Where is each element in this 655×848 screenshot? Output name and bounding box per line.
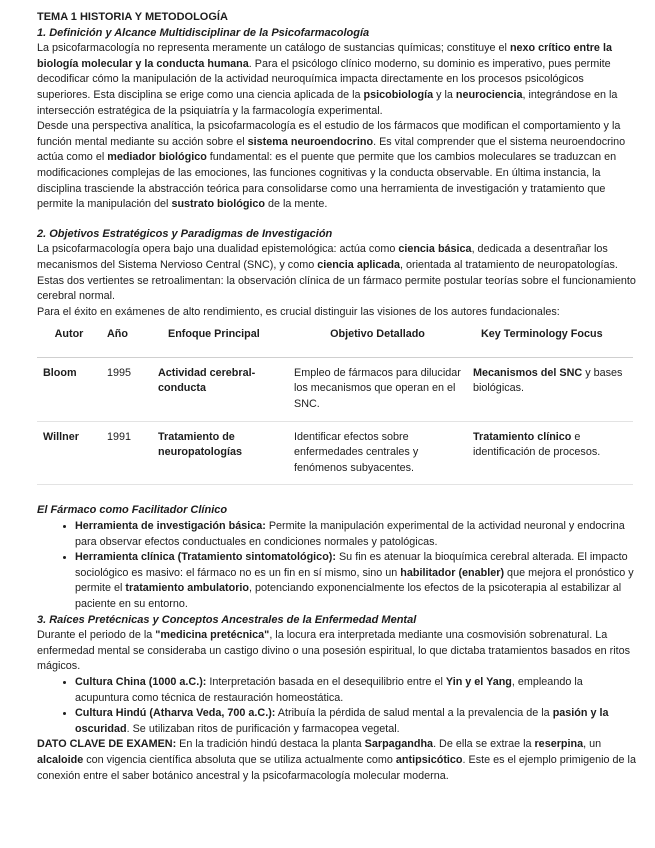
exam-key-fact: DATO CLAVE DE EXAMEN: En la tradición hindú destaca la planta Sarpagandha. De ella se extrae la reserpina, un alcaloide con vigencia científica absoluta que se utiliza actualmente como antipsicótico. Este es el ejemplo primigenio de la conexión entre el saber botánico ancestral y la psicofarmacología molecular moderna. xyxy=(37,738,636,782)
section-1-paragraph-2: Desde una perspectiva analítica, la psicofarmacología es el estudio de los fármacos que modifican el comportamiento y la función mental mediante su acción sobre el sistema neuroendocrino. Es vital comprender que el sistema neuroendocrino actúa como el mediador biológico fundamental: es el puente que permite que los cambios moleculares se traduzcan en modificaciones complejas de las emociones, las funciones cognitivas y la conducta observable. En última instancia, la disciplina trasciende la abstracción teórica para consolidarse como una herramienta de investigación y tratamiento que permite la manipulación del sustrato biológico de la mente. xyxy=(37,120,626,211)
list-item: • Herramienta clínica (Tratamiento sintomatológico): Su fin es atenuar la bioquímica cerebral alterada. El impacto sociológico es masivo: el fármaco no es un fin en sí mismo, sino un habilitador (enabler) que mejora el pronóstico y permite el tratamiento ambulatorio, potenciando exponencialmente los efectos de la psicoterapia al estabilizar al paciente en su entorno. xyxy=(75,550,637,612)
column-header-enfoque: Enfoque Principal xyxy=(152,323,288,357)
column-header-anio: Año xyxy=(101,323,152,357)
section-3-heading: 3. Raíces Pretécnicas y Conceptos Ancestrales de la Enfermedad Mental xyxy=(37,613,417,626)
cell-objetivo: Identificar efectos sobre enfermedades centrales y fenómenos subyacentes. xyxy=(288,421,467,485)
column-header-key: Key Terminology Focus xyxy=(467,323,633,357)
cultures-list xyxy=(37,675,637,737)
table-header-row xyxy=(37,323,633,357)
column-header-objetivo: Objetivo Detallado xyxy=(288,323,467,357)
cell-enfoque: Actividad cerebral-conducta xyxy=(152,357,288,421)
section-2-heading: 2. Objetivos Estratégicos y Paradigmas de Investigación xyxy=(37,227,333,240)
cell-enfoque: Tratamiento de neuropatologías xyxy=(152,421,288,485)
farmaco-list xyxy=(37,519,637,613)
list-item: • Herramienta de investigación básica: Permite la manipulación experimental de la actividad neuronal y endocrina para observar efectos conductuales en condiciones normales y patológicas. xyxy=(75,519,637,550)
cell-anio: 1995 xyxy=(101,357,152,421)
section-3-paragraph-1: Durante el periodo de la "medicina pretécnica", la locura era interpretada mediante una cosmovisión sobrenatural. La enfermedad mental se consideraba un castigo divino o una posesión espiritual, lo que dictaba tratamientos basados en ritos mágicos. xyxy=(37,629,630,673)
document-title: TEMA 1 HISTORIA Y METODOLOGÍA xyxy=(37,11,228,23)
cell-anio: 1991 xyxy=(101,421,152,485)
authors-table xyxy=(37,323,633,485)
table-row xyxy=(37,357,633,421)
cell-key: Tratamiento clínico e identificación de procesos. xyxy=(467,421,633,485)
section-1-heading: 1. Definición y Alcance Multidisciplinar de la Psicofarmacología xyxy=(37,26,370,39)
spacer xyxy=(37,213,637,227)
farmaco-heading: El Fármaco como Facilitador Clínico xyxy=(37,504,228,517)
table-row xyxy=(37,421,633,485)
section-2-paragraph-2: Para el éxito en exámenes de alto rendimiento, es crucial distinguir las visiones de los autores fundacionales: xyxy=(37,305,560,318)
section-1-paragraph-1: La psicofarmacología no representa meramente un catálogo de sustancias químicas; constituye el nexo crítico entre la biología molecular y la conducta humana. Para el psicólogo clínico moderno, su dominio es imperativo, pues permite decodificar cómo la manipulación de la actividad neuroquímica impacta directamente en los procesos psicológicos superiores. Esta disciplina se erige como una ciencia aplicada de la psicobiología y la neurociencia, integrándose en la intersección estratégica de la psiquiatría y la farmacología experimental. xyxy=(37,42,618,117)
column-header-autor: Autor xyxy=(37,323,101,357)
cell-objetivo: Empleo de fármacos para dilucidar los mecanismos que operan en el SNC. xyxy=(288,357,467,421)
list-item: • Cultura Hindú (Atharva Veda, 700 a.C.): Atribuía la pérdida de salud mental a la prevalencia de la pasión y la oscuridad. Se utilizaban ritos de purificación y farmacopea vegetal. xyxy=(75,706,637,737)
list-item: • Cultura China (1000 a.C.): Interpretación basada en el desequilibrio entre el Yin y el Yang, empleando la acupuntura como técnica de restauración homeostática. xyxy=(75,675,637,706)
cell-autor: Willner xyxy=(37,421,101,485)
cell-autor: Bloom xyxy=(37,357,101,421)
cell-key: Mecanismos del SNC y bases biológicas. xyxy=(467,357,633,421)
section-2-paragraph-1: La psicofarmacología opera bajo una dualidad epistemológica: actúa como ciencia básica, dedicada a desentrañar los mecanismos del Sistema Nervioso Central (SNC), y como ciencia aplicada, orientada al tratamiento de neuropatologías. Estas dos vertientes se retroalimentan: la observación clínica de un fármaco permite postular teorías sobre el funcionamiento cerebral normal. xyxy=(37,243,636,303)
spacer xyxy=(37,485,637,503)
